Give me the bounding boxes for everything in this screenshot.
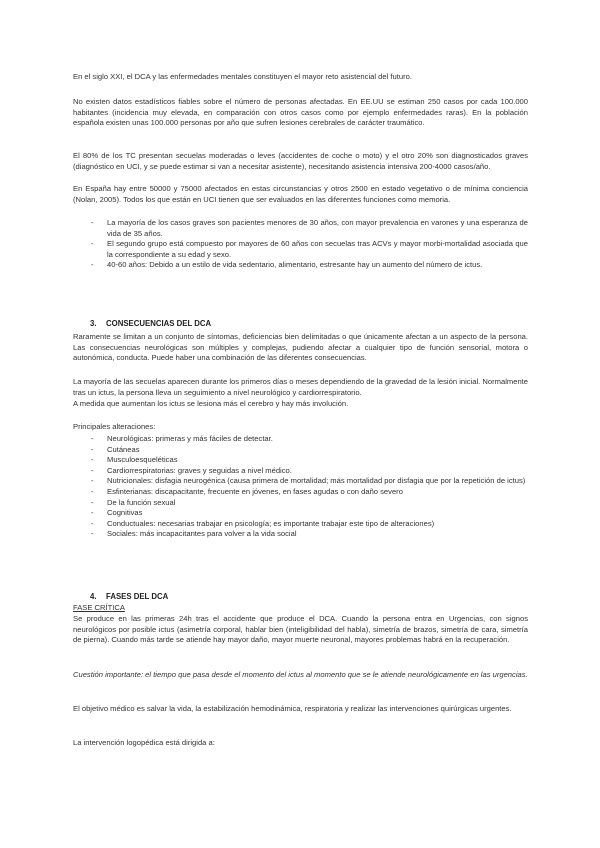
- list-item: - Cardiorrespiratorias: graves y seguidas a nivel médico.: [73, 466, 528, 477]
- paragraph-espana: En España hay entre 50000 y 75000 afectados en estas circunstancias y otros 2500 en estado vegetativo o de mínima conciencia (Nolan, 2005). Todos los que están en UCI tienen que ser evaluados en las diferentes funciones como memoria.: [73, 184, 528, 204]
- list-item: - Cognitivas: [73, 508, 528, 519]
- paragraph-intro: En el siglo XXI, el DCA y las enfermedades mentales constituyen el mayor reto asistencial del futuro.: [73, 72, 412, 81]
- paragraph-involucion: A medida que aumentan los ictus se lesiona más el cerebro y hay más involución.: [73, 399, 349, 408]
- list-item: - 40-60 años: Debido a un estilo de vida sedentario, alimentario, estresante hay un aumento del número de ictus.: [73, 260, 528, 271]
- paragraph-fase-critica: Se produce en las primeras 24h tras el accidente que produce el DCA. Cuando la persona entra en Urgencias, con signos neurológicos por posible ictus (asimetría corporal, hablar bien (inteligibilidad del habla), simetría de brazos, simetría de cara, simetría de pierna). Cuando más tarde se atiende hay mayor daño, mayor muerte neuronal, mayores problemas habrá en la recuperación.: [73, 614, 528, 645]
- list-item: - Nutricionales: disfagia neurogénica (causa primera de mortalidad; más mortalidad por disfagia que por la repetición de ictus): [73, 476, 528, 487]
- list-item: - Esfinterianas: discapacitante, frecuente en jóvenes, en fases agudas o con daño severo: [73, 487, 528, 498]
- list-item: - Cutáneas: [73, 445, 528, 456]
- section-heading-3: [90, 319, 211, 330]
- list-alteraciones: [73, 434, 528, 540]
- list-item: - Conductuales: necesarias trabajar en psicología; es importante trabajar este tipo de alteraciones): [73, 519, 528, 530]
- section-heading-4: [90, 592, 168, 603]
- heading-number: 3.: [90, 319, 97, 328]
- list-item: - El segundo grupo está compuesto por mayores de 60 años con secuelas tras ACVs y mayor morbi-mortalidad asociada que la correspondiente a su edad y sexo.: [73, 239, 528, 260]
- list-groups: [73, 218, 528, 271]
- heading-number: 4.: [90, 592, 97, 601]
- paragraph-consecuencias: Raramente se limitan a un conjunto de síntomas, deficiencias bien delimitadas o que únicamente afectan a un aspecto de la persona. Las consecuencias neurológicas son múltiples y complejas, pudiendo afectar a cualquier tipo de función sensorial, motora o autonómica, conducta. Puede haber una combinación de las diferentes consecuencias.: [73, 332, 528, 363]
- list-item: - La mayoría de los casos graves son pacientes menores de 30 años, con mayor prevalencia en varones y una esperanza de vida de 35 años.: [73, 218, 528, 239]
- subheading-fase-critica: FASE CRÍTICA: [73, 603, 125, 612]
- paragraph-tc-secuelas: El 80% de los TC presentan secuelas moderadas o leves (accidentes de coche o moto) y el otro 20% son diagnosticados graves (diagnóstico en UCI, y se puede estimar si van a necesitar asistente), necesitando asistencia intensiva 200-4000 casos/año.: [73, 151, 528, 171]
- list-item: - Musculoesqueléticas: [73, 455, 528, 466]
- paragraph-objetivo-medico: El objetivo médico es salvar la vida, la estabilización hemodinámica, respiratoria y realizar las intervenciones quirúrgicas urgentes.: [73, 704, 512, 713]
- paragraph-alteraciones-title: Principales alteraciones:: [73, 422, 156, 431]
- paragraph-statistics: No existen datos estadísticos fiables sobre el número de personas afectadas. En EE.UU se estiman 250 casos por cada 100.000 habitantes (incidencia muy elevada, en comparación con otros casos como por ejemplo enfermedades raras). En la población española existen unas 100.000 personas por año que sufren lesiones cerebrales de carácter traumático.: [73, 97, 528, 128]
- paragraph-secuelas: La mayoría de las secuelas aparecen durante los primeros días o meses dependiendo de la gravedad de la lesión inicial. Normalmente tras un ictus, la persona lleva un seguimiento a nivel neurológico y cardiorrespiratorio.: [73, 377, 528, 397]
- heading-title: CONSECUENCIAS DEL DCA: [106, 319, 212, 328]
- list-item: - De la función sexual: [73, 498, 528, 509]
- heading-title: FASES DEL DCA: [106, 592, 169, 601]
- paragraph-intervencion: La intervención logopédica está dirigida a:: [73, 738, 215, 747]
- list-item: - Sociales: más incapacitantes para volver a la vida social: [73, 529, 528, 540]
- paragraph-cuestion-importante: Cuestión importante: el tiempo que pasa desde el momento del ictus al momento que se le atiende neurológicamente en las urgencias.: [73, 670, 528, 679]
- list-item: - Neurológicas: primeras y más fáciles de detectar.: [73, 434, 528, 445]
